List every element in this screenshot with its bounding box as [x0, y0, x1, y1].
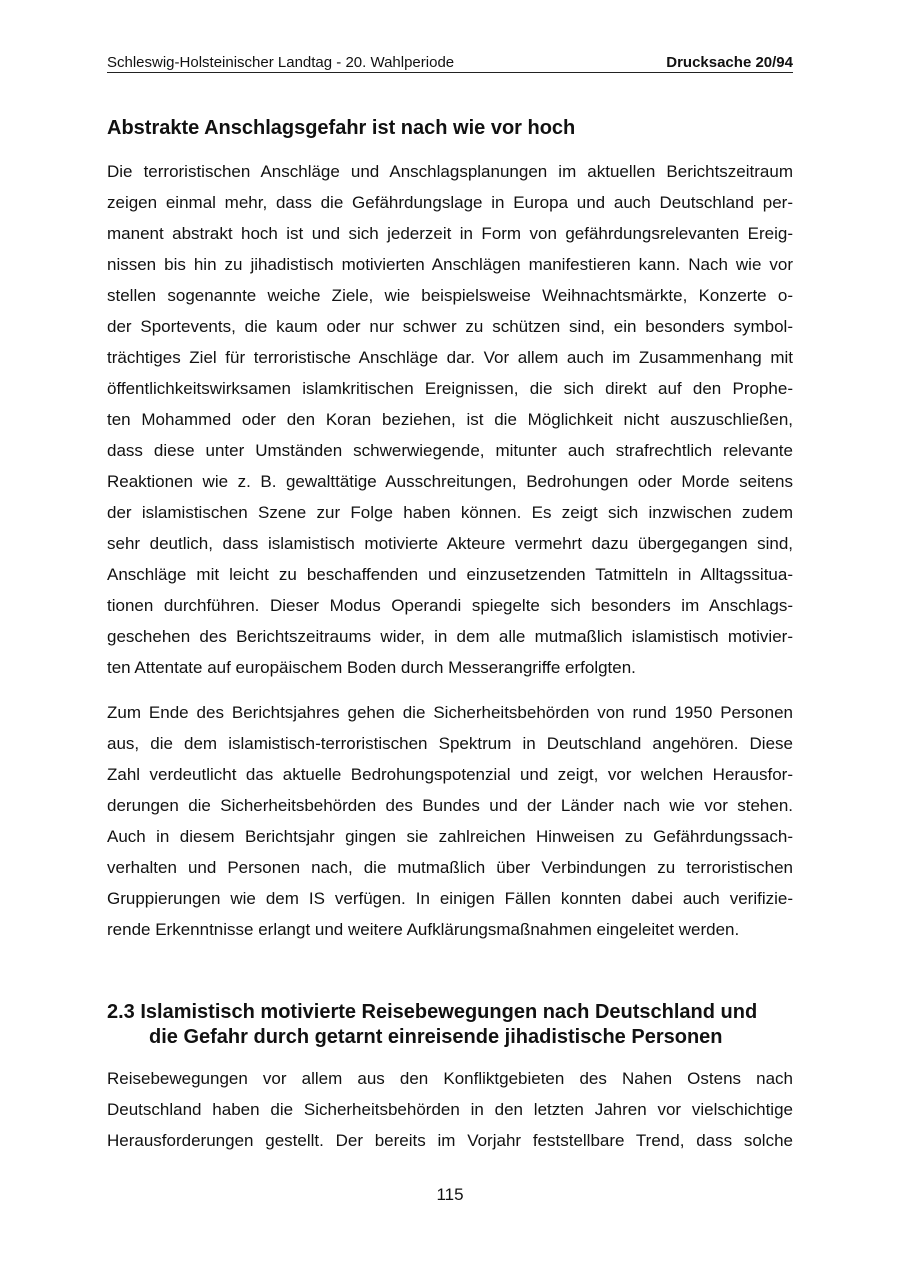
text-line: Anschläge mit leicht zu beschaffenden und einzusetzenden Tatmitteln in Alltagssitua-	[107, 565, 793, 584]
subheading: Abstrakte Anschlagsgefahr ist nach wie vor hoch	[107, 117, 576, 139]
section-heading	[107, 1000, 793, 1050]
text-line: verhalten und Personen nach, die mutmaßlich über Verbindungen zu terroristischen	[107, 858, 793, 877]
text-line: sehr deutlich, dass islamistisch motivierte Akteure vermehrt dazu übergegangen sind,	[107, 534, 793, 553]
text-line: aus, die dem islamistisch-terroristischen Spektrum in Deutschland angehören. Diese	[107, 734, 793, 753]
text-line: derungen die Sicherheitsbehörden des Bundes und der Länder nach wie vor stehen.	[107, 796, 793, 815]
text-line: ten Mohammed oder den Koran beziehen, ist die Möglichkeit nicht auszuschließen,	[107, 410, 793, 429]
section-heading-line-2: die Gefahr durch getarnt einreisende jihadistische Personen	[149, 1026, 723, 1048]
text-line: tionen durchführen. Dieser Modus Operandi spiegelte sich besonders im Anschlags-	[107, 596, 793, 615]
text-line: der Sportevents, die kaum oder nur schwer zu schützen sind, ein besonders symbol-	[107, 317, 793, 336]
header-title: Schleswig-Holsteinischer Landtag - 20. Wahlperiode	[107, 54, 455, 71]
text-line: öffentlichkeitswirksamen islamkritischen Ereignissen, die sich direkt auf den Prophe-	[107, 379, 793, 398]
text-line: rende Erkenntnisse erlangt und weitere Aufklärungsmaßnahmen eingeleitet werden.	[107, 920, 740, 939]
document-number: Drucksache 20/94	[666, 54, 793, 71]
section-heading-line-1: 2.3 Islamistisch motivierte Reisebewegungen nach Deutschland und	[107, 1001, 758, 1023]
text-line: Gruppierungen wie dem IS verfügen. In einigen Fällen konnten dabei auch verifizie-	[107, 889, 793, 908]
text-line: stellen sogenannte weiche Ziele, wie beispielsweise Weihnachtsmärkte, Konzerte o-	[107, 286, 793, 305]
text-line: Zum Ende des Berichtsjahres gehen die Sicherheitsbehörden von rund 1950 Personen	[107, 703, 793, 722]
text-line: manent abstrakt hoch ist und sich jederzeit in Form von gefährdungsrelevanten Ereig-	[107, 224, 793, 243]
text-line: nissen bis hin zu jihadistisch motivierten Anschlägen manifestieren kann. Nach wie vor	[107, 255, 793, 274]
text-line: der islamistischen Szene zur Folge haben können. Es zeigt sich inzwischen zudem	[107, 503, 793, 522]
text-line: Die terroristischen Anschläge und Anschlagsplanungen im aktuellen Berichtszeitraum	[107, 162, 793, 181]
paragraph-1	[107, 156, 793, 683]
running-header	[107, 52, 793, 73]
text-line: Herausforderungen gestellt. Der bereits im Vorjahr feststellbare Trend, dass solche	[107, 1131, 793, 1150]
text-line: Auch in diesem Berichtsjahr gingen sie zahlreichen Hinweisen zu Gefährdungssach-	[107, 827, 793, 846]
text-line: Zahl verdeutlicht das aktuelle Bedrohungspotenzial und zeigt, vor welchen Herausfor-	[107, 765, 793, 784]
text-line: Deutschland haben die Sicherheitsbehörden in den letzten Jahren vor vielschichtige	[107, 1100, 793, 1119]
paragraph-2	[107, 697, 793, 945]
text-line: Reaktionen wie z. B. gewalttätige Ausschreitungen, Bedrohungen oder Morde seitens	[107, 472, 793, 491]
paragraph-3	[107, 1063, 793, 1156]
page-number: 115	[436, 1185, 464, 1204]
text-line: ten Attentate auf europäischem Boden durch Messerangriffe erfolgten.	[107, 658, 636, 677]
text-line: zeigen einmal mehr, dass die Gefährdungslage in Europa und auch Deutschland per-	[107, 193, 793, 212]
text-line: Reisebewegungen vor allem aus den Konfliktgebieten des Nahen Ostens nach	[107, 1069, 793, 1088]
text-line: trächtiges Ziel für terroristische Anschläge dar. Vor allem auch im Zusammenhang mit	[107, 348, 793, 367]
text-line: dass diese unter Umständen schwerwiegende, mitunter auch strafrechtlich relevante	[107, 441, 793, 460]
text-line: geschehen des Berichtszeitraums wider, in dem alle mutmaßlich islamistisch motivier-	[107, 627, 793, 646]
